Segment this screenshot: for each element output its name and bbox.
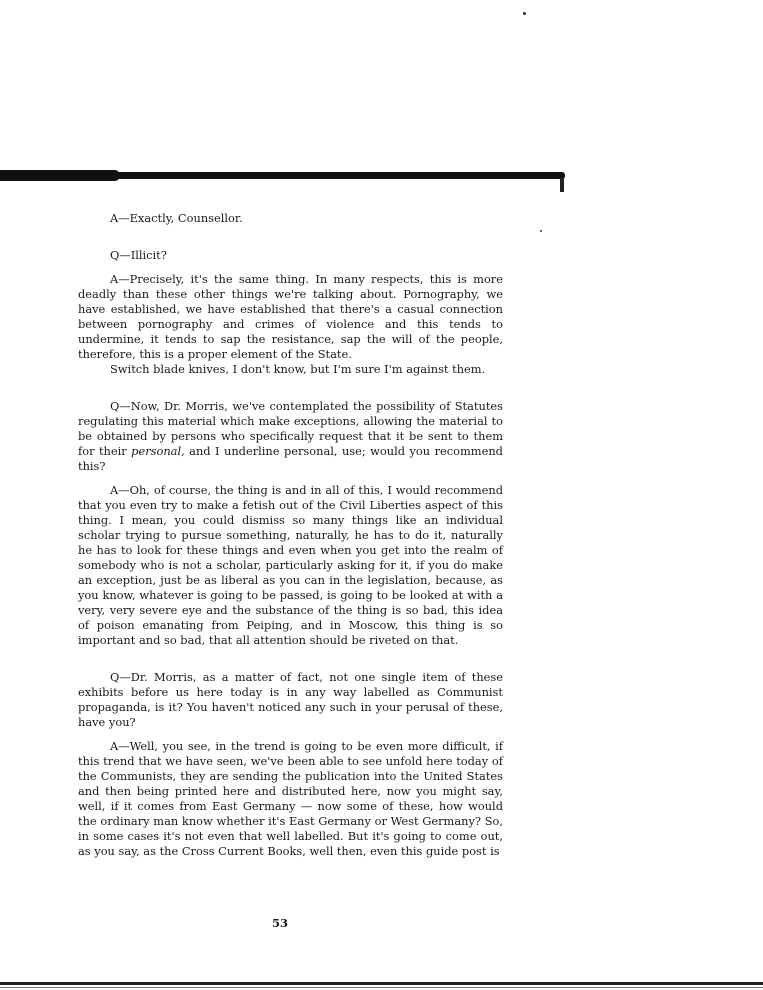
paragraph-4: Switch blade knives, I don't know, but I'm sure I'm against them.: [110, 362, 486, 376]
top-rule-tip: [560, 178, 564, 192]
paragraph-5: Q—Now, Dr. Morris, we've contemplated the possibility of Statutes regulating this material which make exceptions, allowing the material to be obtained by persons who specifically request that it be sent to them for their personal, and I underline personal, use; would you recommend this?: [78, 399, 503, 473]
transcript-body: [78, 211, 503, 859]
paragraph-7: Q—Dr. Morris, as a matter of fact, not one single item of these exhibits before us here today is in any way labelled as Communist propaganda, is it? You haven't noticed any such in your perusal of these, have you?: [78, 670, 503, 729]
bottom-rule: [0, 982, 763, 985]
paragraph-3: A—Precisely, it's the same thing. In many respects, this is more deadly than these other things we're talking about. Pornography, we have established, we have established that there's a casual connection between pornography and crimes of violence and this tends to undermine, it tends to sap the resistance, sap the will of the people, therefore, this is a proper element of the State.: [78, 272, 503, 361]
paragraph-6: A—Oh, of course, the thing is and in all of this, I would recommend that you even try to make a fetish out of the Civil Liberties aspect of this thing. I mean, you could dismiss so many things like an individual scholar trying to pursue something, naturally, he has to do it, naturally he has to look for these things and even when you get into the realm of somebody who is not a scholar, particularly asking for it, if you do make an exception, just be as liberal as you can in the legislation, because, as you know, whatever is going to be passed, is going to be looked at with a very, very severe eye and the substance of the thing is so bad, this idea of poison emanating from Peiping, and in Moscow, this thing is so important and so bad, that all attention should be riveted on that.: [78, 483, 503, 647]
bottom-rule-thin: [0, 987, 763, 988]
top-rule: [0, 172, 565, 179]
speck-right: [540, 230, 542, 232]
paragraph-2: Q—Illicit?: [110, 248, 167, 262]
page-number: 53: [271, 916, 288, 930]
emphasis-personal: personal: [131, 444, 182, 458]
paragraph-1: A—Exactly, Counsellor.: [110, 211, 243, 225]
speck-top: [523, 12, 526, 15]
paragraph-8: A—Well, you see, in the trend is going to be even more difficult, if this trend that we have seen, we've been able to see unfold here today of the Communists, they are sending the publication into the United States and then being printed here and distributed here, now you might say, well, if it comes from East Germany — now some of these, how would the ordinary man know whether it's East Germany or West Germany? So, in some cases it's not even that well labelled. But it's going to come out, as you say, as the Cross Current Books, well then, even this guide post is: [78, 739, 503, 858]
